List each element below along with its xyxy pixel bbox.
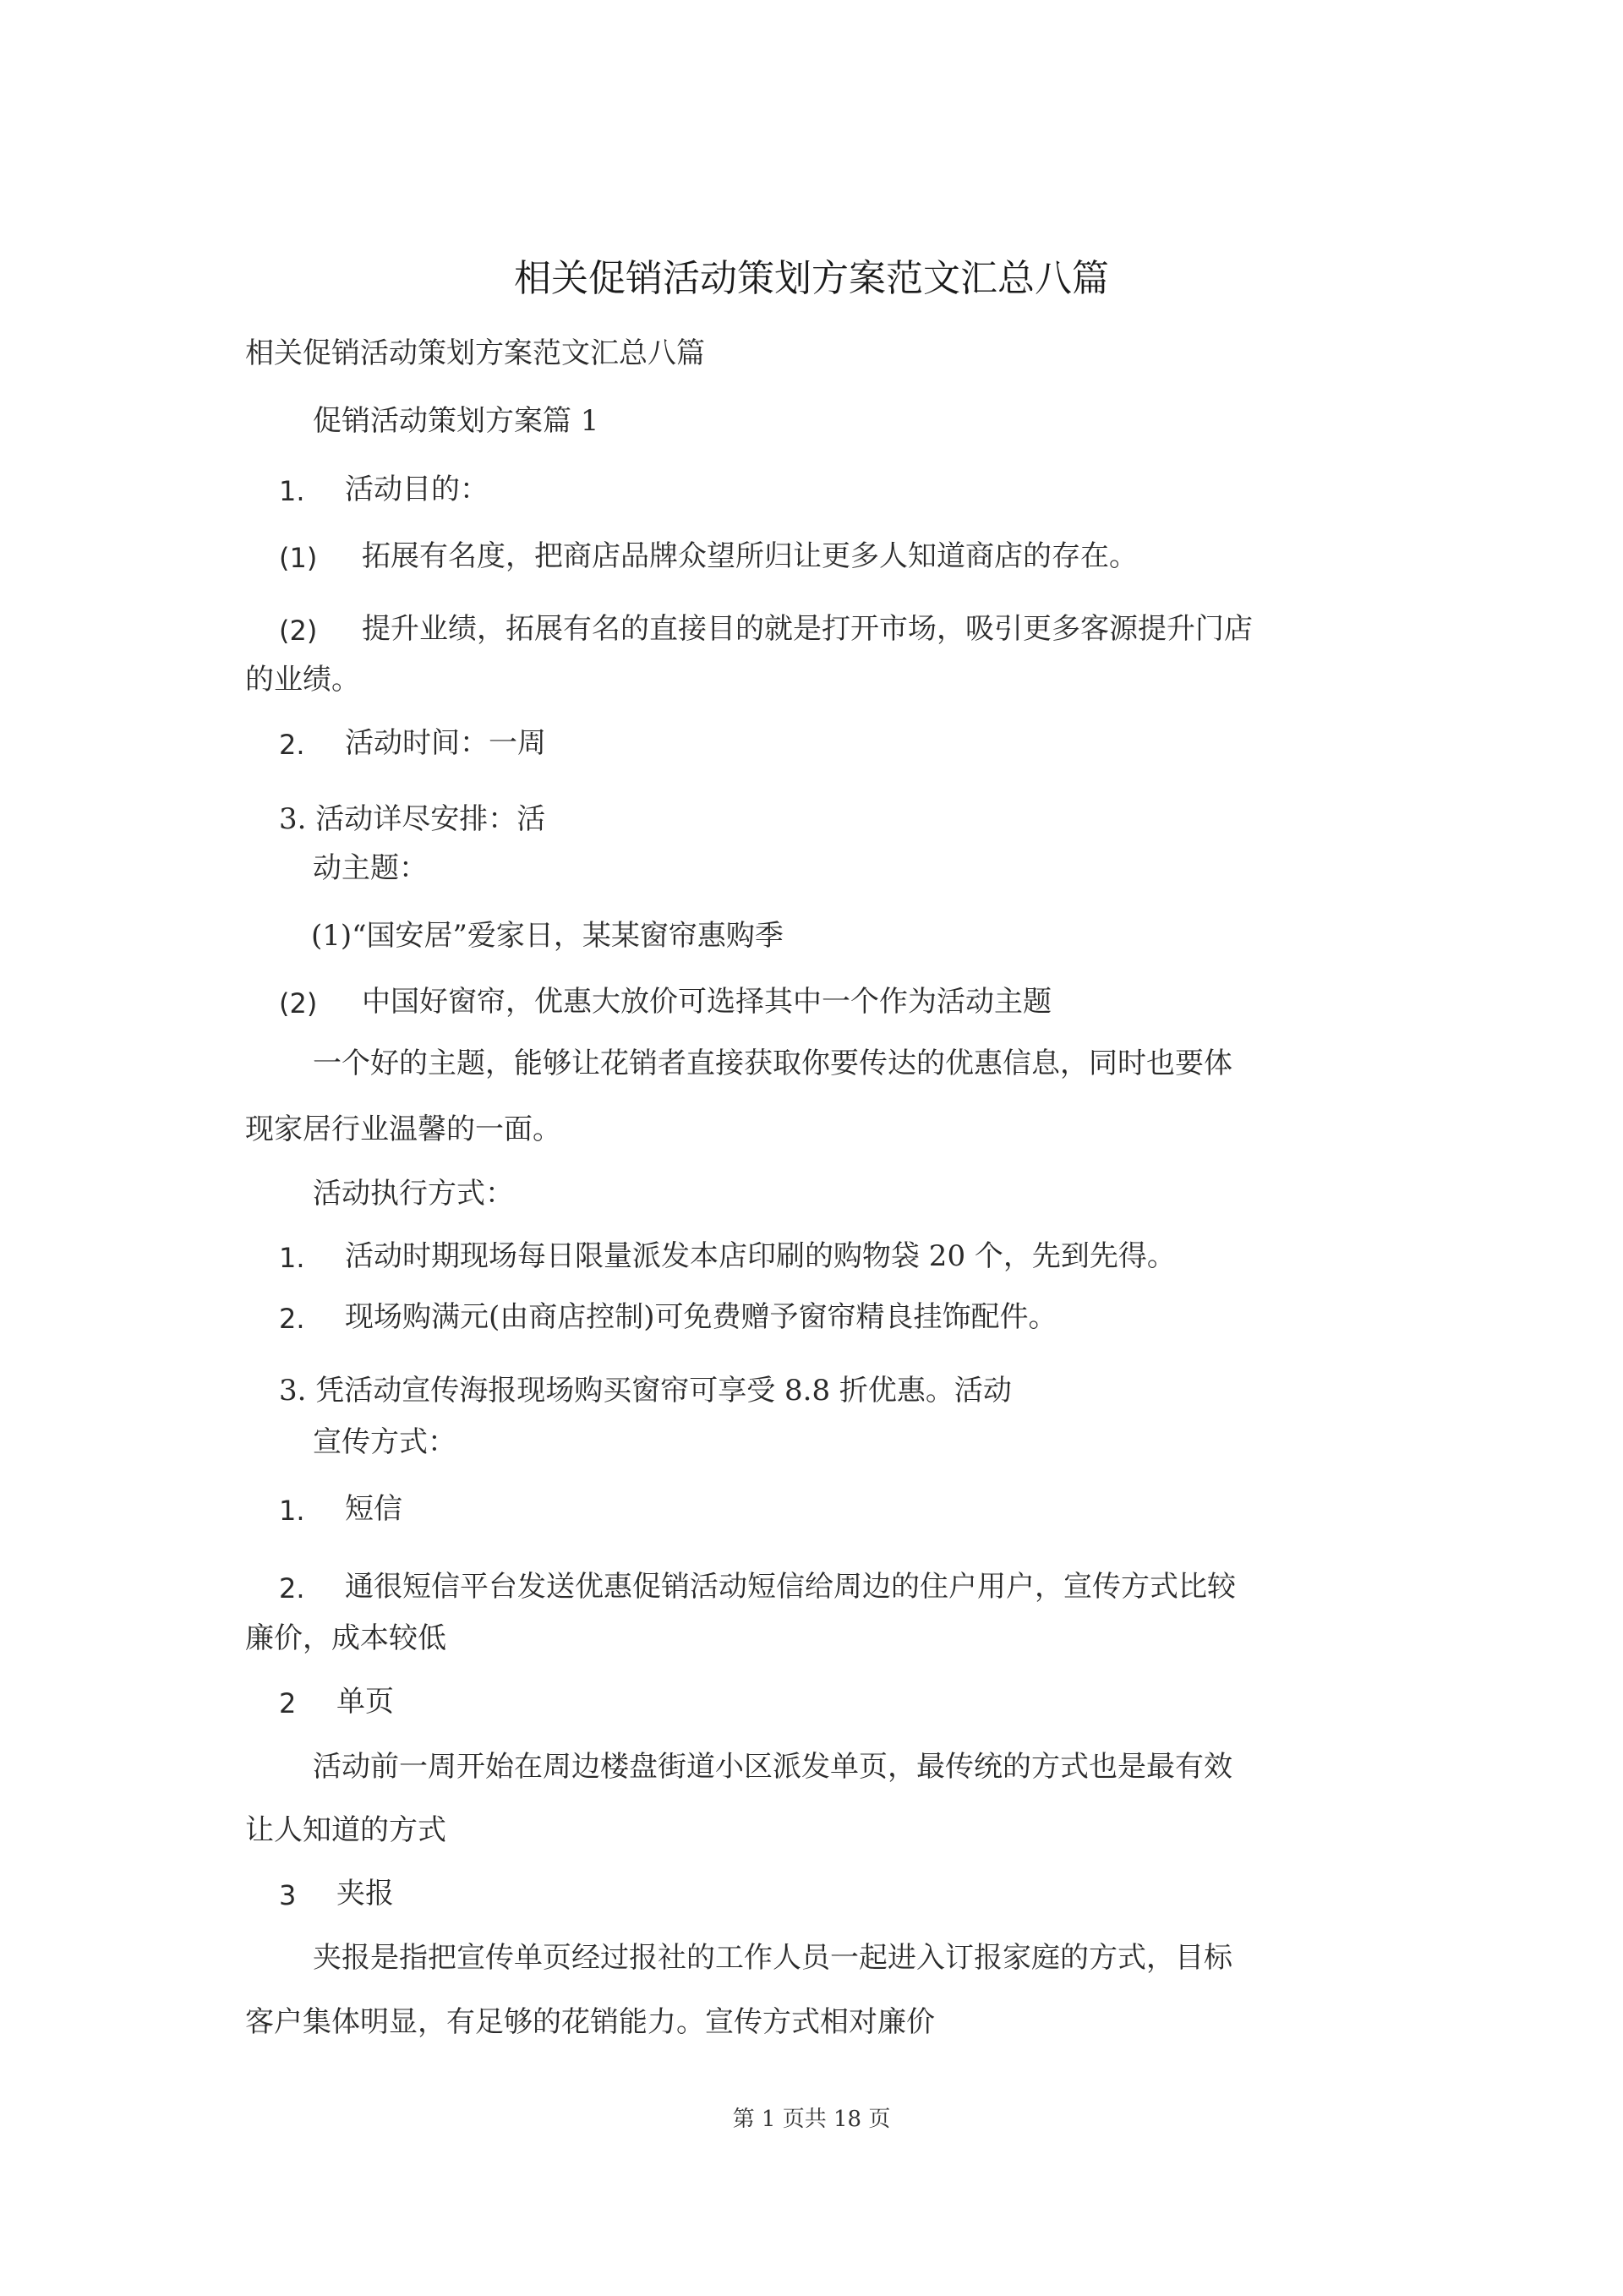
paragraph-line: 单页 <box>336 1685 394 1719</box>
list-number: 3 <box>279 1879 297 1911</box>
paragraph-line: 一个好的主题，能够让花销者直接获取你要传达的优惠信息，同时也要体 <box>313 1047 1232 1080</box>
paragraph-line: 现场购满元(由商店控制)可免费赠予窗帘精良挂饰配件。 <box>345 1300 1057 1334</box>
paragraph-line: 3. 凭活动宣传海报现场购买窗帘可享受 8.8 折优惠。活动 <box>279 1374 1012 1408</box>
paragraph-line: 的业绩。 <box>245 663 360 697</box>
paragraph-line: 夹报 <box>336 1877 394 1911</box>
subtitle: 相关促销活动策划方案范文汇总八篇 <box>245 336 705 370</box>
paragraph-line: 短信 <box>345 1492 402 1526</box>
paragraph-line: 动主题： <box>313 851 428 885</box>
paragraph-line: 活动时期现场每日限量派发本店印刷的购物袋 20 个，先到先得。 <box>345 1239 1176 1273</box>
paragraph-line: 宣传方式： <box>313 1425 456 1459</box>
paragraph-line: 提升业绩，拓展有名的直接目的就是打开市场，吸引更多客源提升门店 <box>362 612 1253 646</box>
list-number: (2) <box>279 615 318 647</box>
list-number: 2 <box>279 1687 297 1719</box>
purpose-heading: 活动目的： <box>345 473 489 506</box>
paragraph-line: 中国好窗帘，优惠大放价可选择其中一个作为活动主题 <box>362 985 1052 1019</box>
paragraph-line: 现家居行业温馨的一面。 <box>245 1112 561 1146</box>
paragraph-line: 通很短信平台发送优惠促销活动短信给周边的住户用户，宣传方式比较 <box>345 1570 1236 1604</box>
list-number: (1) <box>279 542 318 574</box>
paragraph-line: 活动执行方式： <box>313 1177 514 1211</box>
list-number: 1. <box>279 475 305 507</box>
list-number: 1. <box>279 1495 305 1527</box>
list-number: 2. <box>279 1572 305 1604</box>
page-footer: 第 1 页共 18 页 <box>732 2107 891 2132</box>
list-number: 1. <box>279 1242 305 1274</box>
section-heading: 促销活动策划方案篇 1 <box>313 404 599 438</box>
paragraph-line: 活动前一周开始在周边楼盘街道小区派发单页，最传统的方式也是最有效 <box>313 1750 1232 1784</box>
document-title: 相关促销活动策划方案范文汇总八篇 <box>514 257 1109 300</box>
paragraph-line: 3. 活动详尽安排：活 <box>279 802 546 836</box>
list-number: 2. <box>279 1303 305 1335</box>
paragraph-line: 夹报是指把宣传单页经过报社的工作人员一起进入订报家庭的方式，目标 <box>313 1941 1232 1975</box>
paragraph-line: 廉价，成本较低 <box>245 1621 446 1655</box>
list-number: 2. <box>279 729 305 761</box>
paragraph-line: 活动时间：一周 <box>345 726 546 760</box>
paragraph-line: 让人知道的方式 <box>245 1813 446 1847</box>
paragraph-line: 客户集体明显，有足够的花销能力。宣传方式相对廉价 <box>245 2005 935 2039</box>
list-number: (2) <box>279 987 318 1020</box>
paragraph-line: 拓展有名度，把商店品牌众望所归让更多人知道商店的存在。 <box>362 539 1138 573</box>
paragraph-line: (1)“国安居”爱家日，某某窗帘惠购季 <box>311 919 784 953</box>
